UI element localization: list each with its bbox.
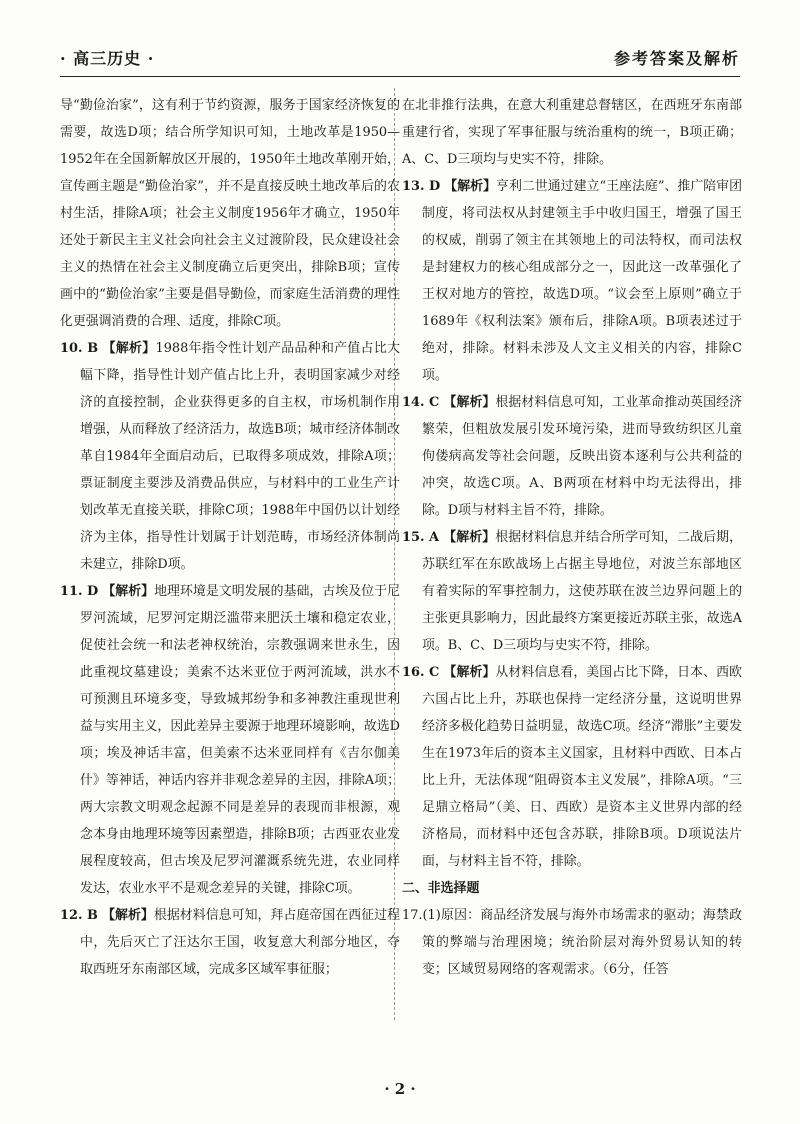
q11-tag: 【解析】 bbox=[102, 584, 155, 599]
q15-text: 根据材料信息并结合所学可知，二战后期，苏联红军在东欧战场上占据主导地位，对波兰东部地区有着实际的军事控制力，这使苏联在波兰边界问题上的主张更具影响力，因此最终方案更接近苏联主张，故选A项。B、C、D三项均与史实不符，排除。 bbox=[422, 530, 743, 653]
answer-q16 bbox=[402, 659, 742, 875]
section-title: 二、非选择题 bbox=[402, 881, 480, 896]
q10-text: 1988年指令性计划产品品种和产值占比大幅下降，指导性计划产值占比上升，表明国家减少对经济的直接控制，企业获得更多的自主权，市场机制作用增强，从而释放了经济活力，故选B项；城市经济体制改革自1984年全面启动后，已取得多项成效，排除A项；票证制度主要涉及消费品供应，与材料中的工业生产计划改革无直接关联，排除C项；1988年中国仍以计划经济为主体，指导性计划属于计划范畴，市场经济体制尚未建立，排除D项。 bbox=[80, 341, 400, 572]
q14-number: 14. C bbox=[402, 395, 440, 410]
q17-text: (1)原因：商品经济发展与海外市场需求的驱动；海禁政策的弊端与治理困境；统治阶层对海外贸易认知的转变；区域贸易网络的客观需求。（6分，任答 bbox=[422, 908, 742, 977]
answer-q10 bbox=[60, 335, 400, 578]
q17-number: 17. bbox=[402, 908, 423, 923]
answer-q13 bbox=[402, 173, 742, 389]
q16-tag: 【解析】 bbox=[443, 665, 496, 680]
left-column bbox=[60, 92, 400, 983]
q12-text: 根据材料信息可知，拜占庭帝国在西征过程中，先后灭亡了汪达尔王国，收复意大利部分地区，夺取西班牙东南部区域，完成多区域军事征服； bbox=[80, 908, 401, 977]
page-number: · 2 · bbox=[384, 1080, 416, 1098]
q11-number: 11. D bbox=[60, 584, 99, 599]
q15-number: 15. A bbox=[402, 530, 440, 545]
answer-q12 bbox=[60, 902, 400, 983]
q10-number: 10. B bbox=[60, 341, 99, 356]
header-title: 参考答案及解析 bbox=[613, 49, 740, 68]
q15-tag: 【解析】 bbox=[443, 530, 496, 545]
q9-continuation: 导“勤俭治家”，这有利于节约资源，服务于国家经济恢复的需要，故选D项；结合所学知识可知，土地改革是1950—1952年在全国新解放区开展的，1950年土地改革刚开始，宣传画主题是“勤俭治家”，并不是直接反映土地改革后的农村生活，排除A项；社会主义制度1956年才确立，1950年还处于新民主主义社会向社会主义过渡阶段，民众建设社会主义的热情在社会主义制度确立后更突出，排除B项；宣传画中的“勤俭治家”主要是倡导勤俭，而家庭生活消费的理性化更强调消费的合理、适度，排除C项。 bbox=[60, 98, 400, 329]
q16-number: 16. C bbox=[402, 665, 440, 680]
answer-q11 bbox=[60, 578, 400, 902]
header-rule bbox=[60, 76, 740, 77]
q14-text: 根据材料信息可知，工业革命推动英国经济繁荣，但粗放发展引发环境污染，进而导致纺织区儿童佝偻病高发等社会问题，反映出资本逐利与公共利益的冲突，故选C项。A、B两项在材料中均无法得出，排除。D项与材料主旨不符，排除。 bbox=[422, 395, 743, 518]
right-column bbox=[402, 92, 742, 983]
q14-tag: 【解析】 bbox=[443, 395, 496, 410]
q12-tag: 【解析】 bbox=[102, 908, 154, 923]
q12-number: 12. B bbox=[60, 908, 98, 923]
q16-text: 从材料信息看，美国占比下降，日本、西欧六国占比上升，苏联也保持一定经济分量，这说明世界经济多极化趋势日益明显，故选C项。经济“滞胀”主要发生在1973年后的资本主义国家，且材料中西欧、日本占比上升，无法体现“阻碍资本主义发展”，排除A项。“三足鼎立格局”（美、日、西欧）是资本主义世界内部的经济格局，而材料中还包含苏联，排除B项。D项说法片面，与材料主旨不符，排除。 bbox=[422, 665, 743, 869]
answer-q14 bbox=[402, 389, 742, 524]
q13-text: 亨利二世通过建立“王座法庭”、推广陪审团制度，将司法权从封建领主手中收归国王，增强了国王的权威，削弱了领主在其领地上的司法特权，而司法权是封建权力的核心组成部分之一，因此这一改革强化了王权对地方的管控，故选D项。“议会至上原则”确立于1689年《权利法案》颁布后，排除A项。B项表述过于绝对，排除。材料未涉及人文主义相关的内容，排除C项。 bbox=[422, 179, 742, 383]
header-subject: · 高三历史 · bbox=[60, 49, 155, 68]
q12-continuation: 在北非推行法典，在意大利重建总督辖区，在西班牙东南部重建行省，实现了军事征服与统治重构的统一，B项正确；A、C、D三项均与史实不符，排除。 bbox=[402, 98, 742, 167]
q13-number: 13. D bbox=[402, 179, 441, 194]
answer-q15 bbox=[402, 524, 742, 659]
q10-tag: 【解析】 bbox=[102, 341, 156, 356]
q13-tag: 【解析】 bbox=[444, 179, 497, 194]
q11-text: 地理环境是文明发展的基础，古埃及位于尼罗河流域，尼罗河定期泛滥带来肥沃土壤和稳定农业，促使社会统一和法老神权统治，宗教强调来世永生，因此重视坟墓建设；美索不达米亚位于两河流域，洪水不可预测且环境多变，导致城邦纷争和多神教注重现世利益与实用主义，因此差异主要源于地理环境影响，故选D项；埃及神话丰富，但美索不达米亚同样有《吉尔伽美什》等神话，神话内容并非观念差异的主因，排除A项；两大宗教文明观念起源不同是差异的表现而非根源，观念本身由地理环境等因素塑造，排除B项；古西亚农业发展程度较高，但古埃及尼罗河灌溉系统先进，农业同样发达，农业水平不是观念差异的关键，排除C项。 bbox=[80, 584, 400, 896]
answer-q17 bbox=[402, 902, 742, 983]
